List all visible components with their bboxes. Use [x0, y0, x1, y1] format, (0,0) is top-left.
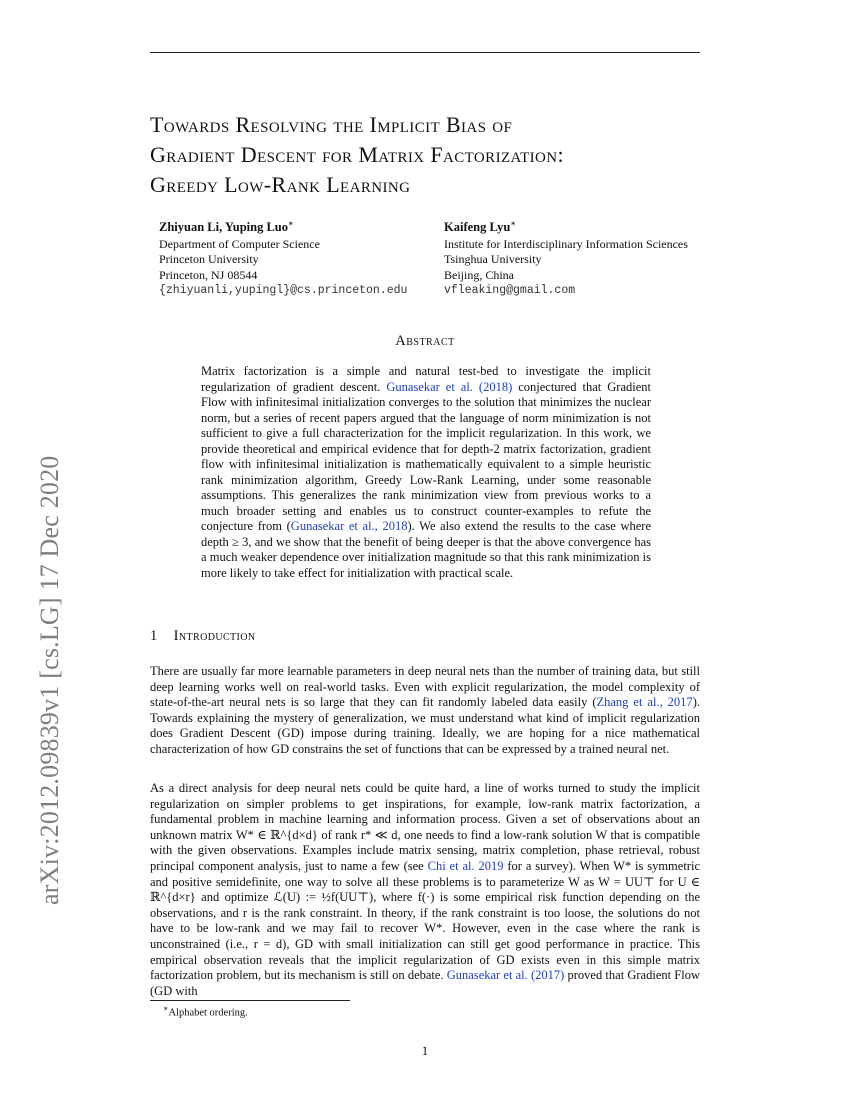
affiliation-dept-left: Department of Computer Science	[159, 236, 320, 251]
author-names-left: Zhiyuan Li, Yuping Luo∗	[159, 219, 294, 235]
title-line-2: Gradient Descent for Matrix Factorization:	[150, 142, 565, 167]
arxiv-identifier: arXiv:2012.09839v1 [cs.LG] 17 Dec 2020	[35, 455, 64, 905]
author-email-left[interactable]: {zhiyuanli,yupingl}@cs.princeton.edu	[159, 284, 408, 298]
citation-link[interactable]: Gunasekar et al. (2018)	[386, 379, 513, 394]
author-block-left	[159, 216, 407, 299]
section-title: Introduction	[173, 628, 256, 644]
footnote-rule	[150, 1000, 350, 1001]
affiliation-location-right: Beijing, China	[444, 267, 514, 282]
citation-link[interactable]: Gunasekar et al., 2018	[290, 519, 408, 533]
footnote: ∗Alphabet ordering.	[163, 1004, 248, 1019]
intro-paragraph-1: There are usually far more learnable parameters in deep neural nets than the number of training data, but still deep learning works well on real-world tasks. Even with explicit regularization, the model complexity of state-of-the-art neural nets is so large that they can fit randomly labeled data easily (Zhang et al., 2017). Towards explaining the mystery of generalization, we must understand what kind of implicit regularization does Gradient Descent (GD) impose during training. Ideally, we are hoping for a nice mathematical characterization of how GD constrains the set of functions that can be expressed by a trained neural net.	[150, 664, 700, 756]
affiliation-dept-right: Institute for Interdisciplinary Information Sciences	[444, 236, 688, 251]
top-rule	[150, 52, 700, 53]
page-number: 1	[421, 1044, 429, 1058]
paper-title	[150, 110, 750, 200]
abstract-body: Matrix factorization is a simple and natural test-bed to investigate the implicit regularization of gradient descent. Gunasekar et al. (2018) conjectured that Gradient Flow with infinitesimal initialization converges to the solution that minimizes the nuclear norm, but a series of recent papers argued that the language of norm minimization is not sufficient to give a full characterization for the implicit regularization. In this work, we provide theoretical and empirical evidence that for depth-2 matrix factorization, gradient flow with infinitesimal initialization is mathematically equivalent to a simple heuristic rank minimization algorithm, Greedy Low-Rank Learning, under some reasonable assumptions. This generalizes the rank minimization view from previous works to a much broader setting and enables us to construct counter-examples to refute the conjecture from (Gunasekar et al., 2018). We also extend the results to the case where depth ≥ 3, and we show that the benefit of being deeper is that the above convergence has a much weaker dependence over initialization magnitude so that this rank minimization is more likely to take effect for initialization with practical scale.	[201, 364, 651, 580]
affiliation-location-left: Princeton, NJ 08544	[159, 267, 258, 282]
intro-paragraph-2: As a direct analysis for deep neural nets could be quite hard, a line of works turned to study the implicit regularization on simpler problems to get inspirations, for example, low-rank matrix factorization, a fundamental problem in machine learning and information process. Given a set of observations about an unknown matrix W* ∈ ℝ^{d×d} of rank r* ≪ d, one needs to find a low-rank solution W that is compatible with the given observations. Examples include matrix sensing, matrix completion, phase retrieval, robust principal component analysis, just to name a few (see Chi et al. 2019 for a survey). When W* is symmetric and positive semidefinite, one way to solve all these problems is to parameterize W as W = UU⊤ for U ∈ ℝ^{d×r} and optimize ℒ(U) := ½f(UU⊤), where f(·) is some empirical risk function depending on the observations, and r is the rank constraint. In theory, if the rank constraint is too loose, the solutions do not have to be low-rank and we may fail to recover W*. However, even in the case where the rank is unconstrained (i.e., r = d), GD with small initialization can still get good performance in practice. This empirical observation reveals that the implicit regularization of GD exists even in this simple matrix factorization problem, but its mechanism is still on debate. Gunasekar et al. (2017) proved that Gradient Flow (GD with	[150, 781, 700, 998]
author-block-right	[444, 216, 688, 299]
author-names-right: Kaifeng Lyu∗	[444, 219, 516, 235]
citation-link[interactable]: Gunasekar et al. (2017)	[446, 968, 565, 983]
author-email-right[interactable]: vfleaking@gmail.com	[444, 284, 576, 298]
affiliation-univ-left: Princeton University	[159, 252, 259, 267]
title-line-1: Towards Resolving the Implicit Bias of	[150, 112, 513, 137]
title-line-3: Greedy Low-Rank Learning	[150, 172, 411, 197]
citation-link[interactable]: Zhang et al., 2017	[596, 695, 693, 710]
affiliation-univ-right: Tsinghua University	[444, 252, 542, 267]
abstract-heading: Abstract	[395, 333, 455, 349]
section-number: 1	[150, 628, 158, 644]
section-heading	[150, 628, 256, 645]
citation-link[interactable]: Chi et al. 2019	[427, 858, 504, 873]
